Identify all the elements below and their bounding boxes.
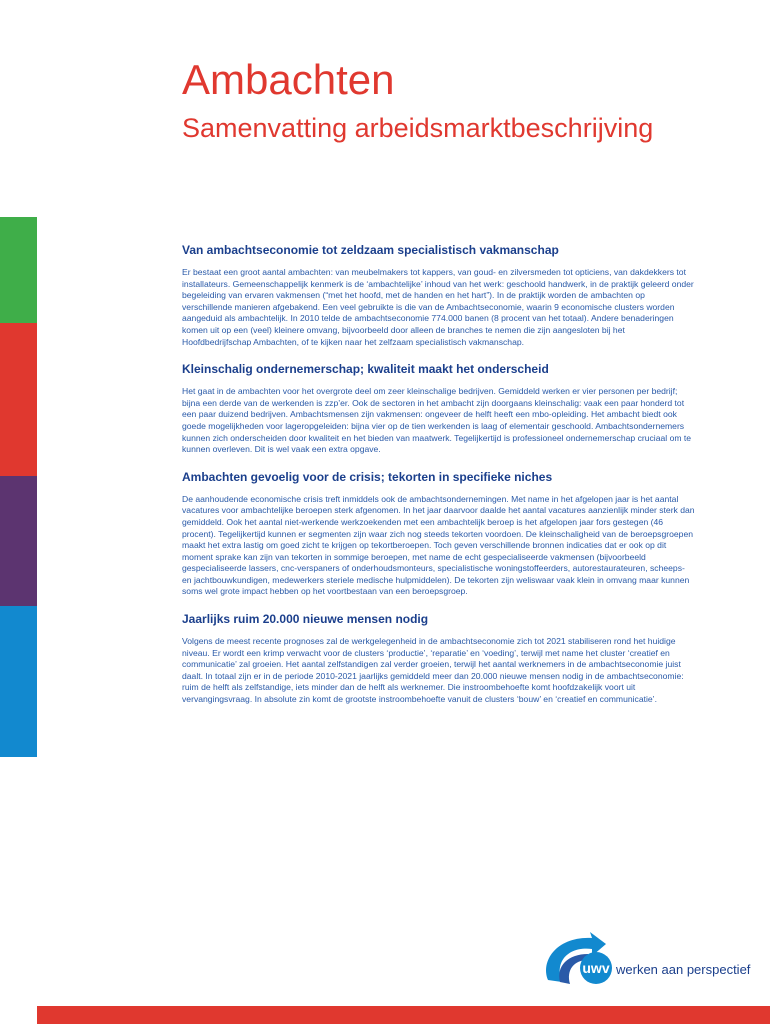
side-stripe-blue	[0, 606, 37, 757]
page-subtitle: Samenvatting arbeidsmarktbeschrijving	[182, 113, 654, 143]
section-crisis	[182, 470, 696, 598]
page-title: Ambachten	[182, 56, 395, 103]
section-heading: Kleinschalig ondernemerschap; kwaliteit maakt het onderscheid	[182, 362, 549, 377]
logo-wordmark: uwv	[582, 960, 610, 976]
logo-tagline: werken aan perspectief	[616, 962, 751, 977]
section-heading: Ambachten gevoelig voor de crisis; tekorten in specifieke niches	[182, 469, 553, 484]
section-kleinschalig	[182, 362, 696, 456]
section-heading: Van ambachtseconomie tot zeldzaam specialistisch vakmanschap	[182, 243, 559, 257]
section-ambachtseconomie	[182, 243, 696, 348]
section-instroom	[182, 612, 696, 706]
document-body	[182, 243, 696, 720]
section-paragraph: Het gaat in de ambachten voor het overgrote deel om zeer kleinschalige bedrijven. Gemiddeld werken er vier personen per bedrijf; bijna een derde van de werkenden is zzp’er. Ook de sectoren in het ambacht zijn doorgaans kleinschalig: vaak een paar honderd tot een paar duizend bedrijven. Ambachtsmensen zijn vakmensen: ongeveer de helft heeft een mbo-opleiding. Het ambacht biedt ook goede mogelijkheden voor lageropgeleiden: bijna vier op de tien werkenden is laag of elementair geschoold. Ambachtsondernemers kunnen zich onderscheiden door kwaliteit en het bieden van maatwerk. Tegelijkertijd is professioneel ondernemerschap cruciaal om te kunnen overleven. Dit is wel vaak een extra opgave.	[182, 386, 692, 455]
section-paragraph: Volgens de meest recente prognoses zal de werkgelegenheid in de ambachtseconomie zich tot 2021 stabiliseren rond het huidige niveau. Er wordt een krimp verwacht voor de clusters ‘productie’, ‘reparatie’ en ‘voeding’, terwijl met name het cluster ‘creatief en communicatie’ zal groeien. Het aantal zelfstandigen zal verder groeien, terwijl het aantal werknemers in de ambachtseconomie juist daalt. In totaal zijn er in de periode 2010-2021 jaarlijks gemiddeld meer dan 20.000 nieuwe mensen nodig in de ambachtseconomie: ruim de helft als zelfstandige, iets minder dan de helft als werknemer. Die instroombehoefte komt hoofdzakelijk voort uit vervangingsvraag. In absolute zin komt de grootste instroombehoefte vanuit de clusters ‘bouw’ en ‘creatief en communicatie’.	[182, 636, 684, 705]
section-paragraph: De aanhoudende economische crisis treft inmiddels ook de ambachtsondernemingen. Met name in het afgelopen jaar is het aantal vacatures voor ambachtelijke beroepen sterk afgenomen. In het jaar daarvoor daalde het aantal vacatures aanzienlijk minder sterk dan gemiddeld. Ook het aantal niet-werkende werkzoekenden met een ambachtelijk beroep is het afgelopen jaar fors gestegen (46 procent). Tegelijkertijd kunnen er segmenten zijn waar zich nog steeds tekorten voordoen. De kleinschaligheid van de beroepsgroepen maakt het extra lastig om goed zicht te krijgen op tekortberoepen. Toch geven verschillende bronnen indicaties dat er ook op dit moment sprake kan zijn van tekorten in sommige beroepen, met name de echt gespecialiseerde vakmensen (bijvoorbeeld gespecialiseerde lassers, cnc-verspaners of onderhoudsmonteurs, specialistische woningstoffeerders, autorestaurateuren, scheeps- en jachtbouwkundigen, medewerkers steriele medische hulpmiddelen). De tekorten zijn weliswaar vaak klein in omvang maar kunnen soms wel grote impact hebben op het voortbestaan van een beroepsgroep.	[182, 493, 695, 597]
uwv-arrow-logo-icon	[540, 930, 760, 990]
side-stripe-red	[0, 323, 37, 476]
section-paragraph: Er bestaat een groot aantal ambachten: van meubelmakers tot kappers, van goud- en zilversmeden tot opticiens, van dakdekkers tot installateurs. Gemeenschappelijk kenmerk is de ‘ambachtelijke’ inhoud van het werk: geschoold handwerk, in de praktijk geleerd onder begeleiding van ervaren vakmensen (“met het hoofd, met de handen en het hart”). In de praktijk worden de ambachten op verschillende manieren afgebakend. Een veel gebruikte is die van de Ambachtseconomie, waarin 9 economische clusters worden aangeduid als ambachtelijk. In 2010 telde de ambachtseconomie 774.000 banen (8 procent van het totaal). Andere benaderingen komen uit op een (veel) kleinere omvang, bijvoorbeeld door alleen de branches te nemen die zijn aangesloten bij het Hoofdbedrijfschap Ambachten, of te kijken naar het zelfzaam specialistisch vakmanschap.	[182, 267, 694, 347]
side-stripe-green	[0, 217, 37, 323]
section-heading: Jaarlijks ruim 20.000 nieuwe mensen nodig	[182, 612, 429, 627]
side-stripe-purple	[0, 476, 37, 606]
bottom-accent-bar	[37, 1006, 770, 1024]
